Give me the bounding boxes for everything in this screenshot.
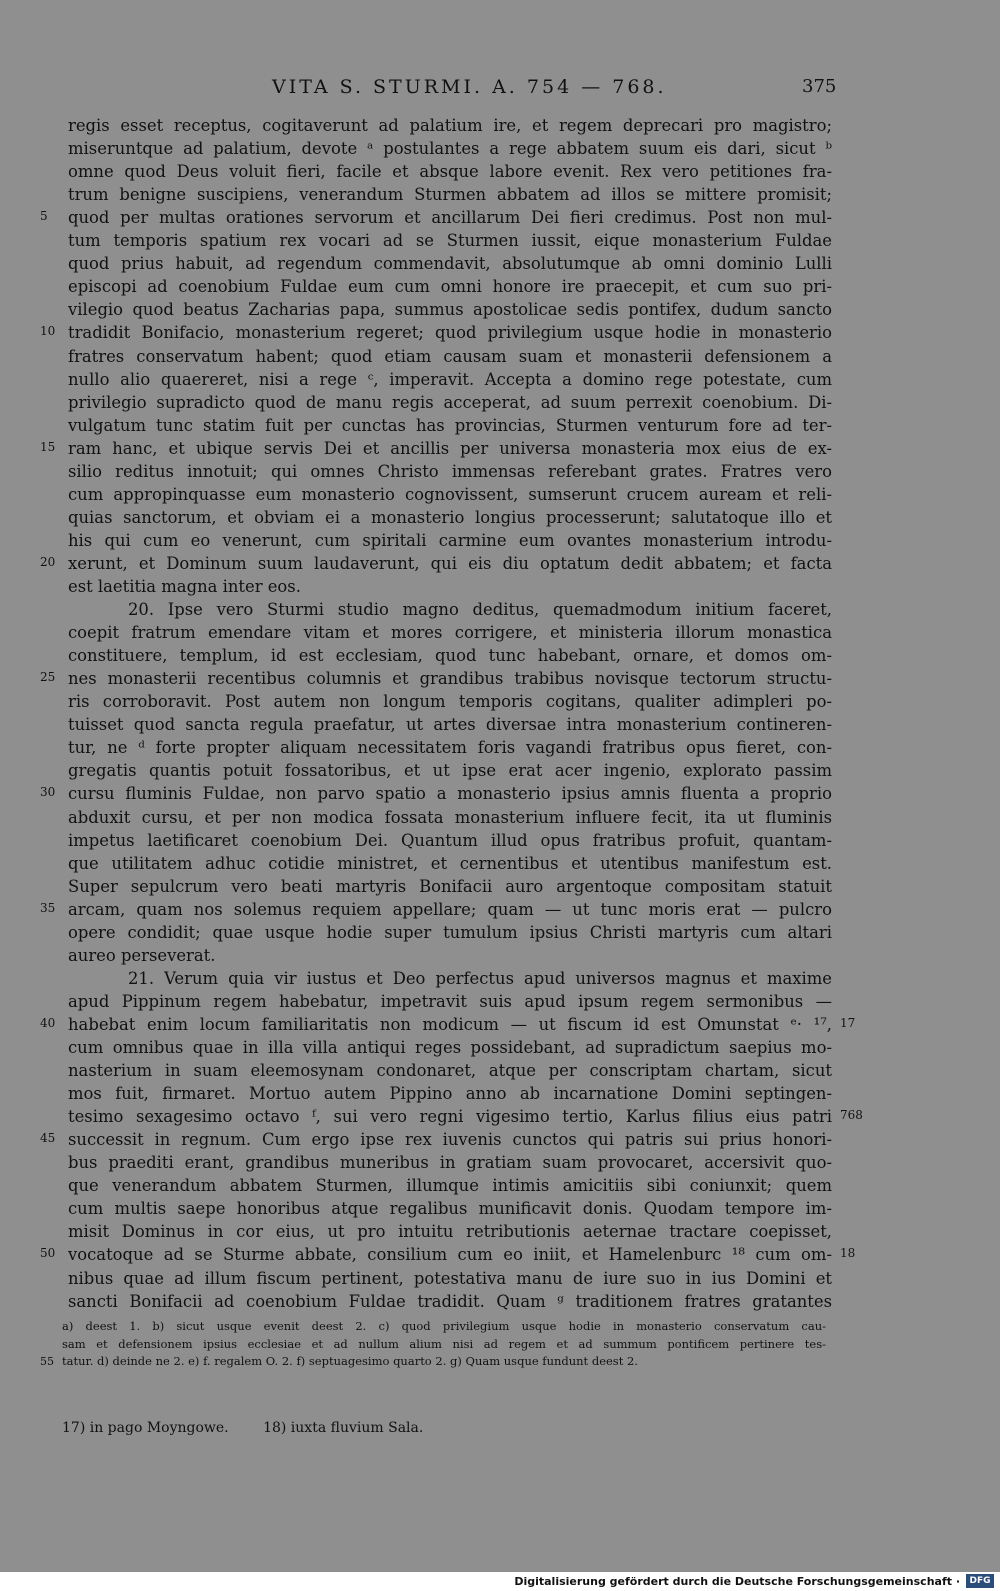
text-line: ram hanc, et ubique servis Dei et ancillis per universa monasteria mox eius de ex- <box>68 439 832 458</box>
line-number: 25 <box>40 670 56 684</box>
line-number: 15 <box>40 440 56 454</box>
text-line: trum benigne suscipiens, venerandum Sturmen abbatem ad illos se mittere promisit; <box>68 185 832 204</box>
line-number: 30 <box>40 785 56 799</box>
text-line: silio reditus innotuit; qui omnes Christo immensas referebant grates. Fratres vero <box>68 462 832 481</box>
footnote-text: tatur. d) deinde ne 2. e) f. regalem O. 2. f) septuagesimo quarto 2. g) Quam usque fundunt deest 2. <box>62 1354 638 1368</box>
place-note-18: 18) iuxta fluvium Sala. <box>263 1420 424 1436</box>
footnote-line <box>40 1353 840 1371</box>
text-line: est laetitia magna inter eos. <box>68 577 301 596</box>
text-line: ris corroboravit. Post autem non longum temporis cogitans, qualiter adimpleri po- <box>68 692 832 711</box>
dfg-logo: DFG <box>966 1574 994 1588</box>
text-line: quod prius habuit, ad regendum commendavit, absolutumque ab omni dominio Lulli <box>68 254 832 273</box>
text-line: abduxit cursu, et per non modica fossata monasterium influere fecit, ita ut fluminis <box>68 808 832 827</box>
text-line: quod per multas orationes servorum et ancillarum Dei fieri credimus. Post non mul- <box>68 208 832 227</box>
text-line: cum appropinquasse eum monasterio cognovissent, sumserunt crucem auream et reli- <box>68 485 832 504</box>
footnotes <box>40 1318 840 1371</box>
text-line: arcam, quam nos solemus requiem appellare; quam — ut tunc moris erat — pulcro <box>68 900 832 919</box>
line-number: 10 <box>40 324 56 338</box>
line-number: 45 <box>40 1131 56 1145</box>
running-header <box>0 76 1000 102</box>
margin-note: 17 <box>840 1016 856 1030</box>
text-line: successit in regnum. Cum ergo ipse rex iuvenis cunctos qui patris sui prius honori- <box>68 1130 832 1149</box>
text-line: 21. Verum quia vir iustus et Deo perfectus apud universos magnus et maxime <box>128 969 832 988</box>
text-line: nullo alio quaereret, nisi a rege ᶜ, imperavit. Accepta a domino rege potestate, cum <box>68 370 832 389</box>
line-number: 35 <box>40 901 56 915</box>
margin-note: 768 <box>840 1108 863 1122</box>
text-line: misit Dominus in cor eius, ut pro intuitu retributionis aeternae tractare coepisset, <box>68 1222 832 1241</box>
line-number: 40 <box>40 1016 56 1030</box>
place-note-17: 17) in pago Moyngowe. <box>62 1420 229 1436</box>
text-line: omne quod Deus voluit fieri, facile et absque labore evenit. Rex vero petitiones fra- <box>68 162 832 181</box>
text-line: tur, ne ᵈ forte propter aliquam necessitatem foris vagandi fratribus opus fieret, con- <box>68 738 832 757</box>
text-line: cum omnibus quae in illa villa antiqui reges possidebant, ad supradictum saepius mo- <box>68 1038 832 1057</box>
text-line: episcopi ad coenobium Fuldae eum cum omni honore ire praecepit, et cum suo pri- <box>68 277 832 296</box>
text-line: impetus laetificaret coenobium Dei. Quantum illud opus fratribus profuit, quantam- <box>68 831 832 850</box>
dfg-banner <box>0 1572 1000 1591</box>
footnote-line <box>40 1336 840 1354</box>
text-line: tesimo sexagesimo octavo ᶠ, sui vero regni vigesimo tertio, Karlus filius eius patri <box>68 1107 832 1126</box>
margin-note: 18 <box>840 1246 856 1260</box>
text-line: coepit fratrum emendare vitam et mores corrigere, et ministeria illorum monastica <box>68 623 832 642</box>
text-line: que utilitatem adhuc cotidie ministret, et cernentibus et utentibus manifestum est. <box>68 854 832 873</box>
text-line: quias sanctorum, et obviam ei a monasterio longius processerunt; salutatoque illo et <box>68 508 832 527</box>
place-notes <box>62 1420 453 1436</box>
text-line: Super sepulcrum vero beati martyris Bonifacii auro argentoque compositam statuit <box>68 877 832 896</box>
text-line: constituere, templum, id est ecclesiam, quod tunc habebant, ornare, et domos om- <box>68 646 832 665</box>
text-line: mos fuit, firmaret. Mortuo autem Pippino anno ab incarnatione Domini septingen- <box>68 1084 832 1103</box>
text-line: 20. Ipse vero Sturmi studio magno deditus, quemadmodum initium faceret, <box>128 600 832 619</box>
text-line: fratres conservatum habent; quod etiam causam suam et monasterii defensionem a <box>68 347 832 366</box>
banner-text: Digitalisierung gefördert durch die Deutsche Forschungsgemeinschaft · <box>514 1575 960 1588</box>
text-line: vulgatum tunc statim fuit per cunctas has provincias, Sturmen venturum fore ad ter- <box>68 416 832 435</box>
text-line: privilegio supradicto quod de manu regis acceperat, ad suum perrexit coenobium. Di- <box>68 393 832 412</box>
footnote-text: sam et defensionem ipsius ecclesiae et ad nullum alium nisi ad regem et ad summum pontificem pertinere tes- <box>62 1336 826 1351</box>
text-line: sancti Bonifacii ad coenobium Fuldae tradidit. Quam ᵍ traditionem fratres gratantes <box>68 1292 832 1311</box>
footnote-text: a) deest 1. b) sicut usque evenit deest 2. c) quod privilegium usque hodie in monasterio conservatum cau- <box>62 1319 826 1333</box>
line-number: 55 <box>40 1355 54 1368</box>
text-line: apud Pippinum regem habebatur, impetravit suis apud ipsum regem sermonibus — <box>68 992 832 1011</box>
text-line: regis esset receptus, cogitaverunt ad palatium ire, et regem deprecari pro magistro; <box>68 116 832 135</box>
page-number: 375 <box>802 76 837 97</box>
text-line: tum temporis spatium rex vocari ad se Sturmen iussit, eique monasterium Fuldae <box>68 231 832 250</box>
text-line: his qui cum eo venerunt, cum spiritali carmine eum ovantes monasterium introdu- <box>68 531 832 550</box>
text-line: cum multis saepe honoribus atque regalibus munificavit donis. Quodam tempore im- <box>68 1199 832 1218</box>
line-number: 5 <box>40 209 48 223</box>
text-line: nibus quae ad illum fiscum pertinent, potestativa manu de iure suo in ius Domini et <box>68 1269 832 1288</box>
text-line: aureo perseverat. <box>68 946 216 965</box>
text-line: opere condidit; quae usque hodie super tumulum ipsius Christi martyris cum altari <box>68 923 832 942</box>
text-line: nasterium in suam eleemosynam condonaret, atque per conscriptam chartam, sicut <box>68 1061 832 1080</box>
text-line: tradidit Bonifacio, monasterium regeret; quod privilegium usque hodie in monasterio <box>68 323 832 342</box>
footnote-line <box>40 1318 840 1336</box>
text-line: cursu fluminis Fuldae, non parvo spatio a monasterio ipsius amnis fluenta a proprio <box>68 784 832 803</box>
text-line: que venerandum abbatem Sturmen, illumque intimis amicitiis sibi coniunxit; quem <box>68 1176 832 1195</box>
text-line: tuisset quod sancta regula praefatur, ut artes diversae intra monasterium contineren- <box>68 715 832 734</box>
text-line: gregatis quantis potuit fossatoribus, et ut ipse erat acer ingenio, explorato passim <box>68 761 832 780</box>
text-line: habebat enim locum familiaritatis non modicum — ut fiscum id est Omunstat ᵉ· ¹⁷, <box>68 1015 832 1034</box>
line-number: 50 <box>40 1246 56 1260</box>
text-line: vilegio quod beatus Zacharias papa, summus apostolicae sedis pontifex, dudum sancto <box>68 300 832 319</box>
text-line: vocatoque ad se Sturme abbate, consilium cum eo iniit, et Hamelenburc ¹⁸ cum om- <box>68 1245 832 1264</box>
text-line: miseruntque ad palatium, devote ᵃ postulantes a rege abbatem suum eis dari, sicut ᵇ <box>68 139 832 158</box>
text-line: bus praediti erant, grandibus muneribus in gratiam suam provocaret, accersivit quo- <box>68 1153 832 1172</box>
line-number: 20 <box>40 555 56 569</box>
text-line: xerunt, et Dominum suum laudaverunt, qui eis diu optatum dedit abbatem; et facta <box>68 554 832 573</box>
running-title: VITA S. STURMI. A. 754 — 768. <box>272 76 667 98</box>
text-line: nes monasterii recentibus columnis et grandibus trabibus novisque tectorum structu- <box>68 669 832 688</box>
